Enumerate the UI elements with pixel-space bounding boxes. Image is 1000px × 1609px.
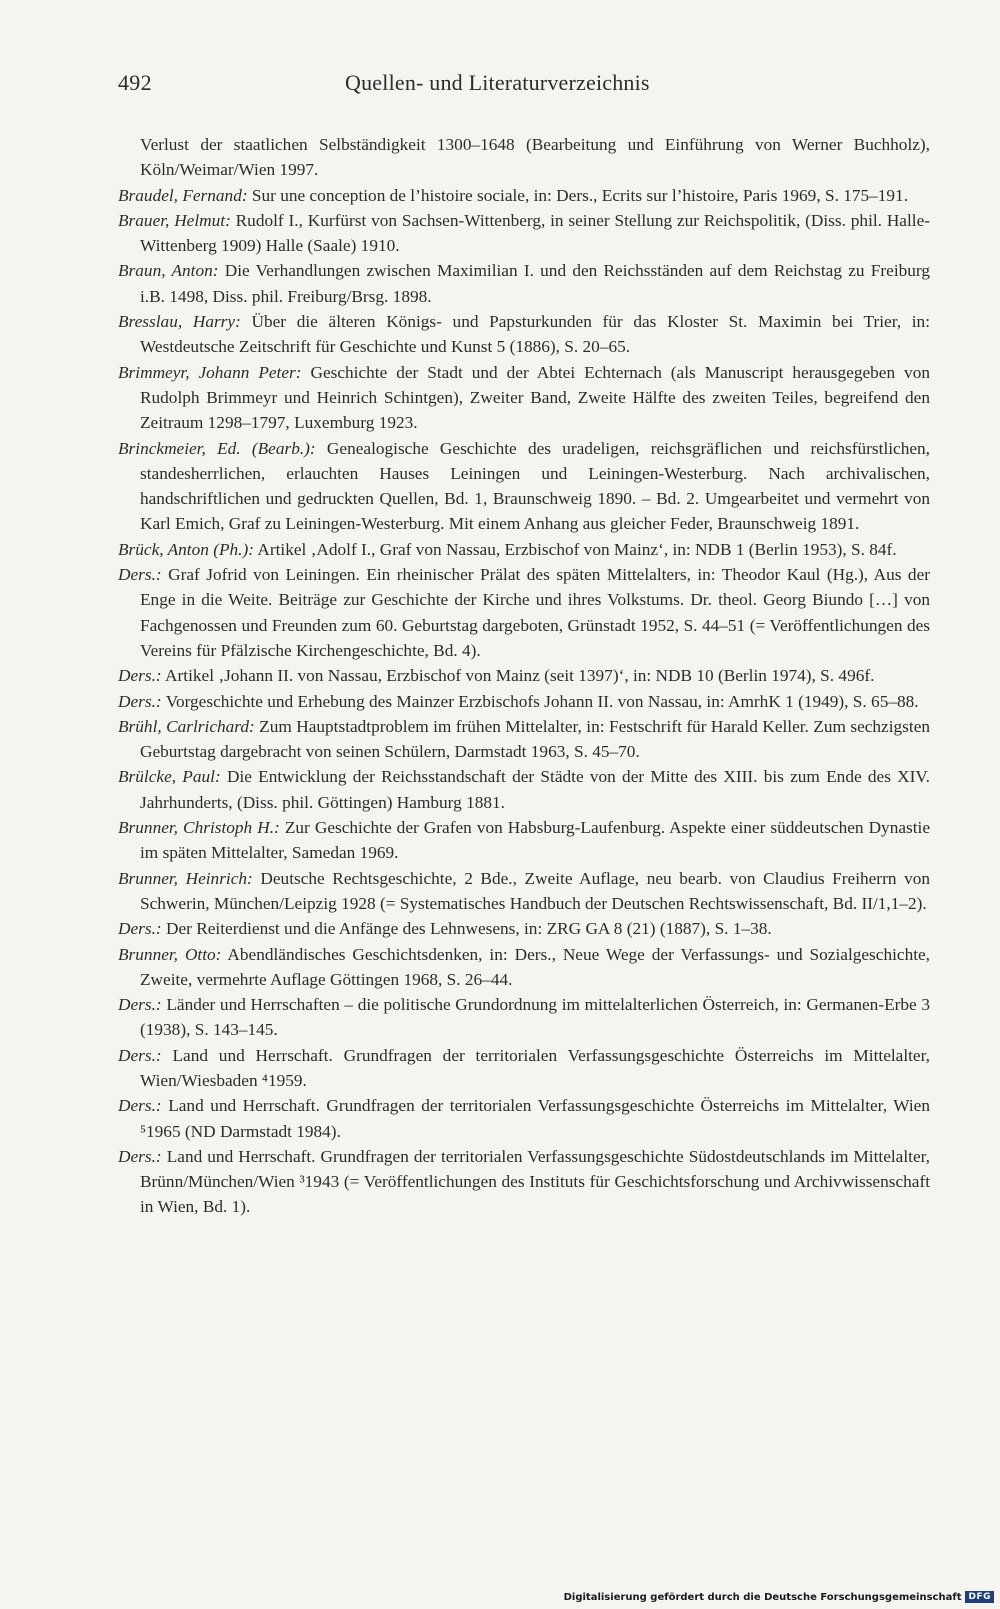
entry-text: Artikel ‚Johann II. von Nassau, Erzbischof von Mainz (seit 1397)‘, in: NDB 10 (Berlin 1974), S. 496f. [161, 666, 875, 686]
digitization-footer [564, 1591, 994, 1603]
bibliography-list [118, 132, 930, 1220]
entry-text: Die Verhandlungen zwischen Maximilian I. und den Reichsständen auf dem Reichstag zu Freiburg i.B. 1498, Diss. phil. Freiburg/Brsg. 1898. [140, 261, 930, 306]
bibliography-entry [118, 183, 930, 208]
entry-author: Brunner, Christoph H.: [118, 818, 280, 838]
entry-text: Graf Jofrid von Leiningen. Ein rheinischer Prälat des späten Mittelalters, in: Theodor Kaul (Hg.), Aus der Enge in die Weite. Beiträge zur Geschichte der Kirche und ihres Volkstums. Dr. theol. Georg Biundo […] von Fachgenossen und Freunden zum 60. Geburtstag dargeboten, Grünstadt 1952, S. 44–51 (= Veröffentlichungen des Vereins für Pfälzische Kirchengeschichte, Bd. 4). [140, 565, 930, 660]
entry-text: Zum Hauptstadtproblem im frühen Mittelalter, in: Festschrift für Harald Keller. Zum sechzigsten Geburtstag dargebracht von seinen Schülern, Darmstadt 1963, S. 45–70. [140, 716, 931, 762]
entry-text: Die Entwicklung der Reichsstandschaft der Städte von der Mitte des XIII. bis zum Ende des XIV. Jahrhunderts, (Diss. phil. Göttingen) Hamburg 1881. [140, 767, 930, 812]
entry-author: Ders.: [118, 919, 162, 939]
entry-text: Genealogische Geschichte des uradeligen, reichsgräflichen und reichsfürstlichen, standesherrlichen, erlauchten Hauses Leiningen und Leiningen-Westerburg. Nach archivalischen, handschriftlichen und gedruckten Quellen, Bd. 1, Braunschweig 1890. – Bd. 2. Umgearbeitet und vermehrt von Karl Emich, Graf zu Leiningen-Westerburg. Mit einem Anhang aus gleicher Feder, Braunschweig 1891. [140, 438, 930, 534]
entry-text: Zur Geschichte der Grafen von Habsburg-Laufenburg. Aspekte einer süddeutschen Dynastie im späten Mittelalter, Samedan 1969. [140, 818, 930, 863]
bibliography-entry [118, 942, 930, 993]
entry-text: Verlust der staatlichen Selbständigkeit 1300–1648 (Bearbeitung und Einführung von Werner Buchholz), Köln/Weimar/Wien 1997. [140, 135, 930, 180]
entry-text: Deutsche Rechtsgeschichte, 2 Bde., Zweite Auflage, neu bearb. von Claudius Freiherrn von Schwerin, München/Leipzig 1928 (= Systematisches Handbuch der Deutschen Rechtswissenschaft, Bd. II/1,1–2). [140, 868, 930, 913]
entry-author: Ders.: [118, 691, 162, 711]
entry-text: Geschichte der Stadt und der Abtei Echternach (als Manuscript herausgegeben von Rudolph Brimmeyr und Heinrich Schintgen), Zweiter Band, Zweite Hälfte des zweiten Teiles, begreifend den Zeitraum 1298–1797, Luxemburg 1923. [140, 362, 930, 433]
entry-text: Vorgeschichte und Erhebung des Mainzer Erzbischofs Johann II. von Nassau, in: AmrhK 1 (1949), S. 65–88. [161, 691, 919, 711]
entry-text: Abendländisches Geschichtsdenken, in: Ders., Neue Wege der Verfassungs- und Sozialgeschichte, Zweite, vermehrte Auflage Göttingen 1968, S. 26–44. [140, 944, 930, 989]
bibliography-entry [118, 689, 930, 714]
entry-author: Brunner, Heinrich: [118, 868, 253, 888]
dfg-logo: DFG [965, 1591, 994, 1603]
bibliography-entry [118, 436, 930, 537]
entry-author: Ders.: [118, 666, 162, 686]
entry-author: Brauer, Helmut: [118, 210, 231, 230]
entry-text: Länder und Herrschaften – die politische Grundordnung im mittelalterlichen Österreich, in: Germanen-Erbe 3 (1938), S. 143–145. [140, 995, 930, 1040]
entry-author: Brunner, Otto: [118, 944, 222, 964]
bibliography-entry [118, 663, 930, 688]
bibliography-entry [118, 309, 930, 360]
bibliography-entry [118, 360, 930, 436]
bibliography-entry [118, 815, 930, 866]
running-title: Quellen- und Literaturverzeichnis [345, 70, 650, 95]
bibliography-entry [118, 916, 930, 941]
entry-text: Land und Herrschaft. Grundfragen der territorialen Verfassungsgeschichte Österreichs im Mittelalter, Wien ⁵1965 (ND Darmstadt 1984). [140, 1096, 930, 1141]
bibliography-entry [118, 714, 930, 765]
bibliography-entry [118, 537, 930, 562]
footer-text: Digitalisierung gefördert durch die Deutsche Forschungsgemeinschaft [563, 1591, 962, 1603]
bibliography-entry [118, 258, 930, 309]
bibliography-entry [118, 866, 930, 917]
entry-author: Ders.: [118, 1096, 162, 1116]
bibliography-entry [118, 132, 930, 183]
entry-text: Über die älteren Königs- und Papsturkunden für das Kloster St. Maximin bei Trier, in: Westdeutsche Zeitschrift für Geschichte und Kunst 5 (1886), S. 20–65. [140, 312, 931, 357]
entry-author: Braudel, Fernand: [118, 185, 248, 205]
entry-author: Bresslau, Harry: [118, 312, 241, 332]
page-header [118, 70, 928, 104]
entry-author: Ders.: [118, 1045, 162, 1065]
page-number: 492 [118, 70, 152, 95]
bibliography-entry [118, 208, 930, 259]
entry-text: Rudolf I., Kurfürst von Sachsen-Wittenberg, in seiner Stellung zur Reichspolitik, (Diss. phil. Halle-Wittenberg 1909) Halle (Saale) 1910. [140, 210, 931, 256]
bibliography-entry [118, 562, 930, 663]
entry-author: Brimmeyr, Johann Peter: [118, 362, 302, 382]
entry-text: Land und Herrschaft. Grundfragen der territorialen Verfassungsgeschichte Südostdeutschlands im Mittelalter, Brünn/München/Wien ³1943 (= Veröffentlichungen des Instituts für Geschichtsforschung und Archivwissenschaft in Wien, Bd. 1). [140, 1146, 930, 1217]
bibliography-entry [118, 1043, 930, 1094]
entry-author: Ders.: [118, 995, 162, 1015]
entry-author: Brülcke, Paul: [118, 767, 221, 787]
entry-author: Ders.: [118, 1146, 162, 1166]
bibliography-entry [118, 992, 930, 1043]
entry-text: Land und Herrschaft. Grundfragen der territorialen Verfassungsgeschichte Österreichs im Mittelalter, Wien/Wiesbaden ⁴1959. [140, 1045, 930, 1090]
entry-text: Der Reiterdienst und die Anfänge des Lehnwesens, in: ZRG GA 8 (21) (1887), S. 1–38. [161, 919, 772, 939]
entry-author: Brinckmeier, Ed. (Bearb.): [118, 438, 316, 458]
entry-author: Brühl, Carlrichard: [118, 716, 255, 736]
bibliography-entry [118, 1144, 930, 1220]
bibliography-entry [118, 764, 930, 815]
bibliography-entry [118, 1093, 930, 1144]
entry-text: Artikel ‚Adolf I., Graf von Nassau, Erzbischof von Mainz‘, in: NDB 1 (Berlin 1953), S. 84f. [253, 539, 897, 559]
entry-author: Brück, Anton (Ph.): [118, 539, 254, 559]
entry-author: Ders.: [118, 565, 162, 585]
entry-text: Sur une conception de l’histoire sociale, in: Ders., Ecrits sur l’histoire, Paris 1969, S. 175–191. [247, 185, 909, 205]
entry-author: Braun, Anton: [118, 261, 219, 281]
